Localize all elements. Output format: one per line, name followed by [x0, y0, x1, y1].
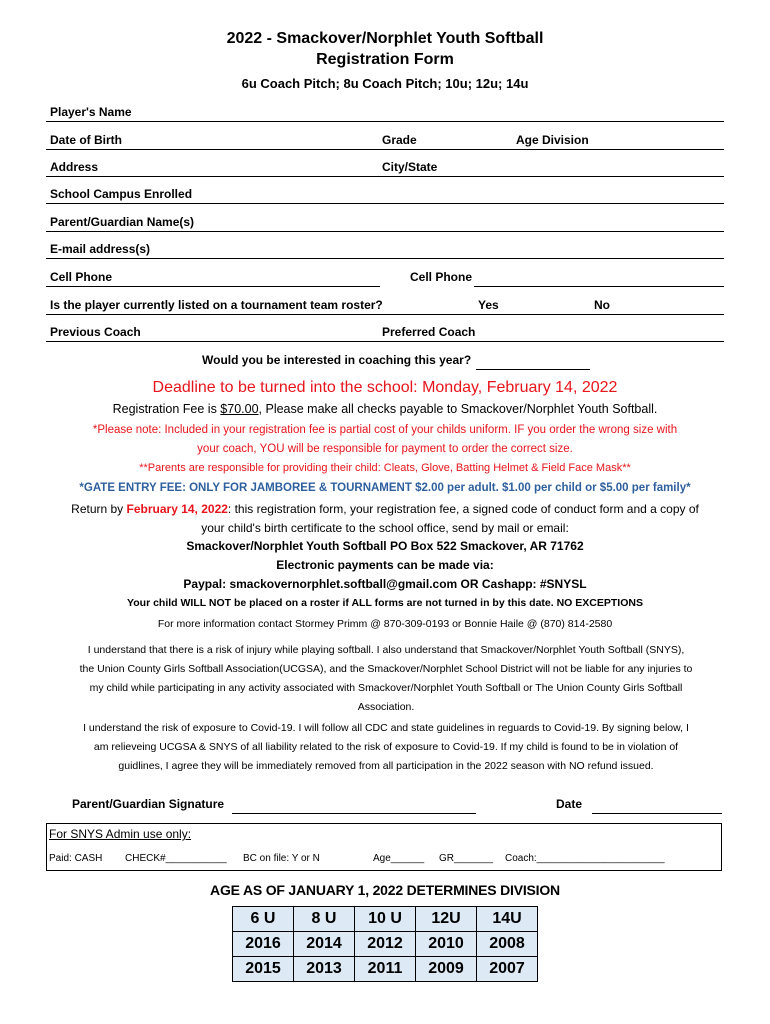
- injury-waiver-line: Association.: [357, 701, 415, 713]
- contact-info: For more information contact Stormey Primm @ 870-309-0193 or Bonnie Haile @ (870) 814-2580: [157, 618, 613, 630]
- fee-amount: $70.00: [220, 402, 259, 416]
- birth-year-cell: 2013: [294, 957, 355, 982]
- cell-phone-1-field[interactable]: [46, 270, 380, 287]
- signature-date-field[interactable]: [592, 797, 722, 814]
- division-header-cell: 14U: [477, 907, 538, 932]
- injury-waiver-line: the Union County Girls Softball Association(UCGSA), and the Smackover/Norphlet School District will not be liable for any injuries to: [79, 663, 693, 675]
- return-suffix: : this registration form, your registration fee, a signed code of conduct form and a copy of: [227, 502, 699, 516]
- admin-heading: For SNYS Admin use only:: [49, 827, 192, 841]
- table-row: [233, 907, 538, 932]
- parent-signature-field[interactable]: [232, 797, 476, 814]
- covid-waiver-line: I understand the risk of exposure to Covid-19. I will follow all CDC and state guidelines in reguards to Covid-19. By signing below, I: [83, 722, 689, 734]
- birth-year-cell: 2008: [477, 932, 538, 957]
- electronic-payments: Electronic payments can be made via:: [276, 558, 494, 572]
- injury-waiver: [46, 641, 726, 717]
- injury-waiver-line: I understand that there is a risk of injury while playing softball. I also understand that Smackover/Norphlet Youth Softball (SNYS),: [87, 644, 685, 656]
- admin-paid-cash[interactable]: Paid: CASH: [49, 853, 103, 864]
- division-header-cell: 8 U: [294, 907, 355, 932]
- admin-check-number[interactable]: CHECK#___________: [125, 853, 227, 864]
- tournament-roster-row[interactable]: [46, 298, 724, 315]
- no-option[interactable]: No: [594, 298, 610, 312]
- registration-fee-text: [0, 402, 770, 416]
- parent-names-field[interactable]: [46, 215, 724, 232]
- division-table: [232, 906, 538, 982]
- division-header-cell: 6 U: [233, 907, 294, 932]
- birth-year-cell: 2007: [477, 957, 538, 982]
- admin-age[interactable]: Age______: [373, 853, 425, 864]
- birth-year-cell: 2015: [233, 957, 294, 982]
- birth-year-cell: 2009: [416, 957, 477, 982]
- email-label: E-mail address(s): [50, 242, 151, 256]
- address-row[interactable]: [46, 160, 724, 177]
- covid-waiver-line: guidlines, I agree they will be immediately removed from all participation in the 2022 season with NO refund issued.: [118, 760, 654, 772]
- division-header-cell: 10 U: [355, 907, 416, 932]
- preferred-coach-label: Preferred Coach: [382, 325, 476, 339]
- parents-equipment-note: **Parents are responsible for providing their child: Cleats, Glove, Batting Helmet & Field Face Mask**: [139, 462, 631, 474]
- tournament-question-label: Is the player currently listed on a tournament team roster?: [50, 298, 383, 312]
- table-row: [233, 957, 538, 982]
- admin-grade[interactable]: GR_______: [439, 853, 493, 864]
- gate-fee-text: *GATE ENTRY FEE: ONLY FOR JAMBOREE & TOURNAMENT $2.00 per adult. $1.00 per child or $5.00 per family*: [79, 482, 691, 494]
- uniform-note-line1: *Please note: Included in your registration fee is partial cost of your childs uniform. IF you order the wrong size with: [92, 424, 678, 436]
- deadline-text: Deadline to be turned into the school: Monday, February 14, 2022: [152, 379, 618, 396]
- birth-year-cell: 2012: [355, 932, 416, 957]
- parent-names-label: Parent/Guardian Name(s): [50, 215, 195, 229]
- school-campus-field[interactable]: [46, 187, 724, 204]
- city-state-label: City/State: [382, 160, 438, 174]
- return-prefix: Return by: [71, 502, 127, 516]
- coaching-question-label: Would you be interested in coaching this year?: [202, 353, 472, 367]
- date-label: Date: [556, 797, 583, 811]
- roster-warning: Your child WILL NOT be placed on a roster if ALL forms are not turned in by this date. NO EXCEPTIONS: [127, 597, 643, 609]
- fee-suffix: , Please make all checks payable to Smackover/Norphlet Youth Softball.: [258, 402, 658, 416]
- coach-row[interactable]: [46, 325, 724, 342]
- division-header-cell: 12U: [416, 907, 477, 932]
- form-subtitle: Registration Form: [316, 51, 454, 68]
- covid-waiver-line: am relieveing UCGSA & SNYS of all liability related to the risk of exposure to Covid-19. If my child is found to be in violation of: [93, 741, 679, 753]
- address-label: Address: [50, 160, 99, 174]
- dob-label: Date of Birth: [50, 133, 122, 147]
- injury-waiver-line: my child while participating in any activity associated with Smackover/Norphlet Youth Softball or The Union County Girls Softball: [89, 682, 683, 694]
- birth-year-cell: 2010: [416, 932, 477, 957]
- previous-coach-label: Previous Coach: [50, 325, 141, 339]
- uniform-note-line2: your coach, YOU will be responsible for payment to order the correct size.: [197, 443, 573, 455]
- admin-bc-on-file[interactable]: BC on file: Y or N: [243, 853, 320, 864]
- paypal-cashapp: Paypal: smackovernorphlet.softball@gmail.com OR Cashapp: #SNYSL: [183, 577, 587, 591]
- email-field[interactable]: [46, 242, 724, 259]
- school-campus-label: School Campus Enrolled: [50, 187, 193, 201]
- parent-signature-label: Parent/Guardian Signature: [72, 797, 225, 811]
- player-name-label: Player's Name: [50, 105, 132, 119]
- return-instructions-line2: your child's birth certificate to the school office, send by mail or email:: [201, 521, 569, 535]
- cell-phone-2-field[interactable]: [474, 270, 724, 287]
- admin-coach[interactable]: Coach:_______________________: [505, 853, 665, 864]
- return-date: February 14, 2022: [126, 502, 228, 516]
- birth-year-cell: 2016: [233, 932, 294, 957]
- cell-phone-2-label: Cell Phone: [410, 270, 473, 284]
- age-division-label: Age Division: [516, 133, 589, 147]
- yes-option[interactable]: Yes: [478, 298, 499, 312]
- birth-year-cell: 2011: [355, 957, 416, 982]
- birth-year-cell: 2014: [294, 932, 355, 957]
- admin-use-box: [46, 823, 722, 871]
- covid-waiver: [46, 719, 726, 776]
- grade-label: Grade: [382, 133, 417, 147]
- table-row: [233, 932, 538, 957]
- player-name-field[interactable]: [46, 105, 724, 122]
- dob-grade-division-row[interactable]: [46, 133, 724, 150]
- coaching-answer-field[interactable]: [476, 353, 590, 370]
- form-title: 2022 - Smackover/Norphlet Youth Softball: [226, 30, 544, 47]
- return-instructions-line1: [0, 502, 770, 516]
- mail-address: Smackover/Norphlet Youth Softball PO Box 522 Smackover, AR 71762: [186, 539, 584, 553]
- divisions-line: 6u Coach Pitch; 8u Coach Pitch; 10u; 12u; 14u: [241, 76, 529, 91]
- cell-phone-1-label: Cell Phone: [50, 270, 113, 284]
- fee-prefix: Registration Fee is: [112, 402, 221, 416]
- division-table-heading: AGE AS OF JANUARY 1, 2022 DETERMINES DIVISION: [210, 882, 560, 898]
